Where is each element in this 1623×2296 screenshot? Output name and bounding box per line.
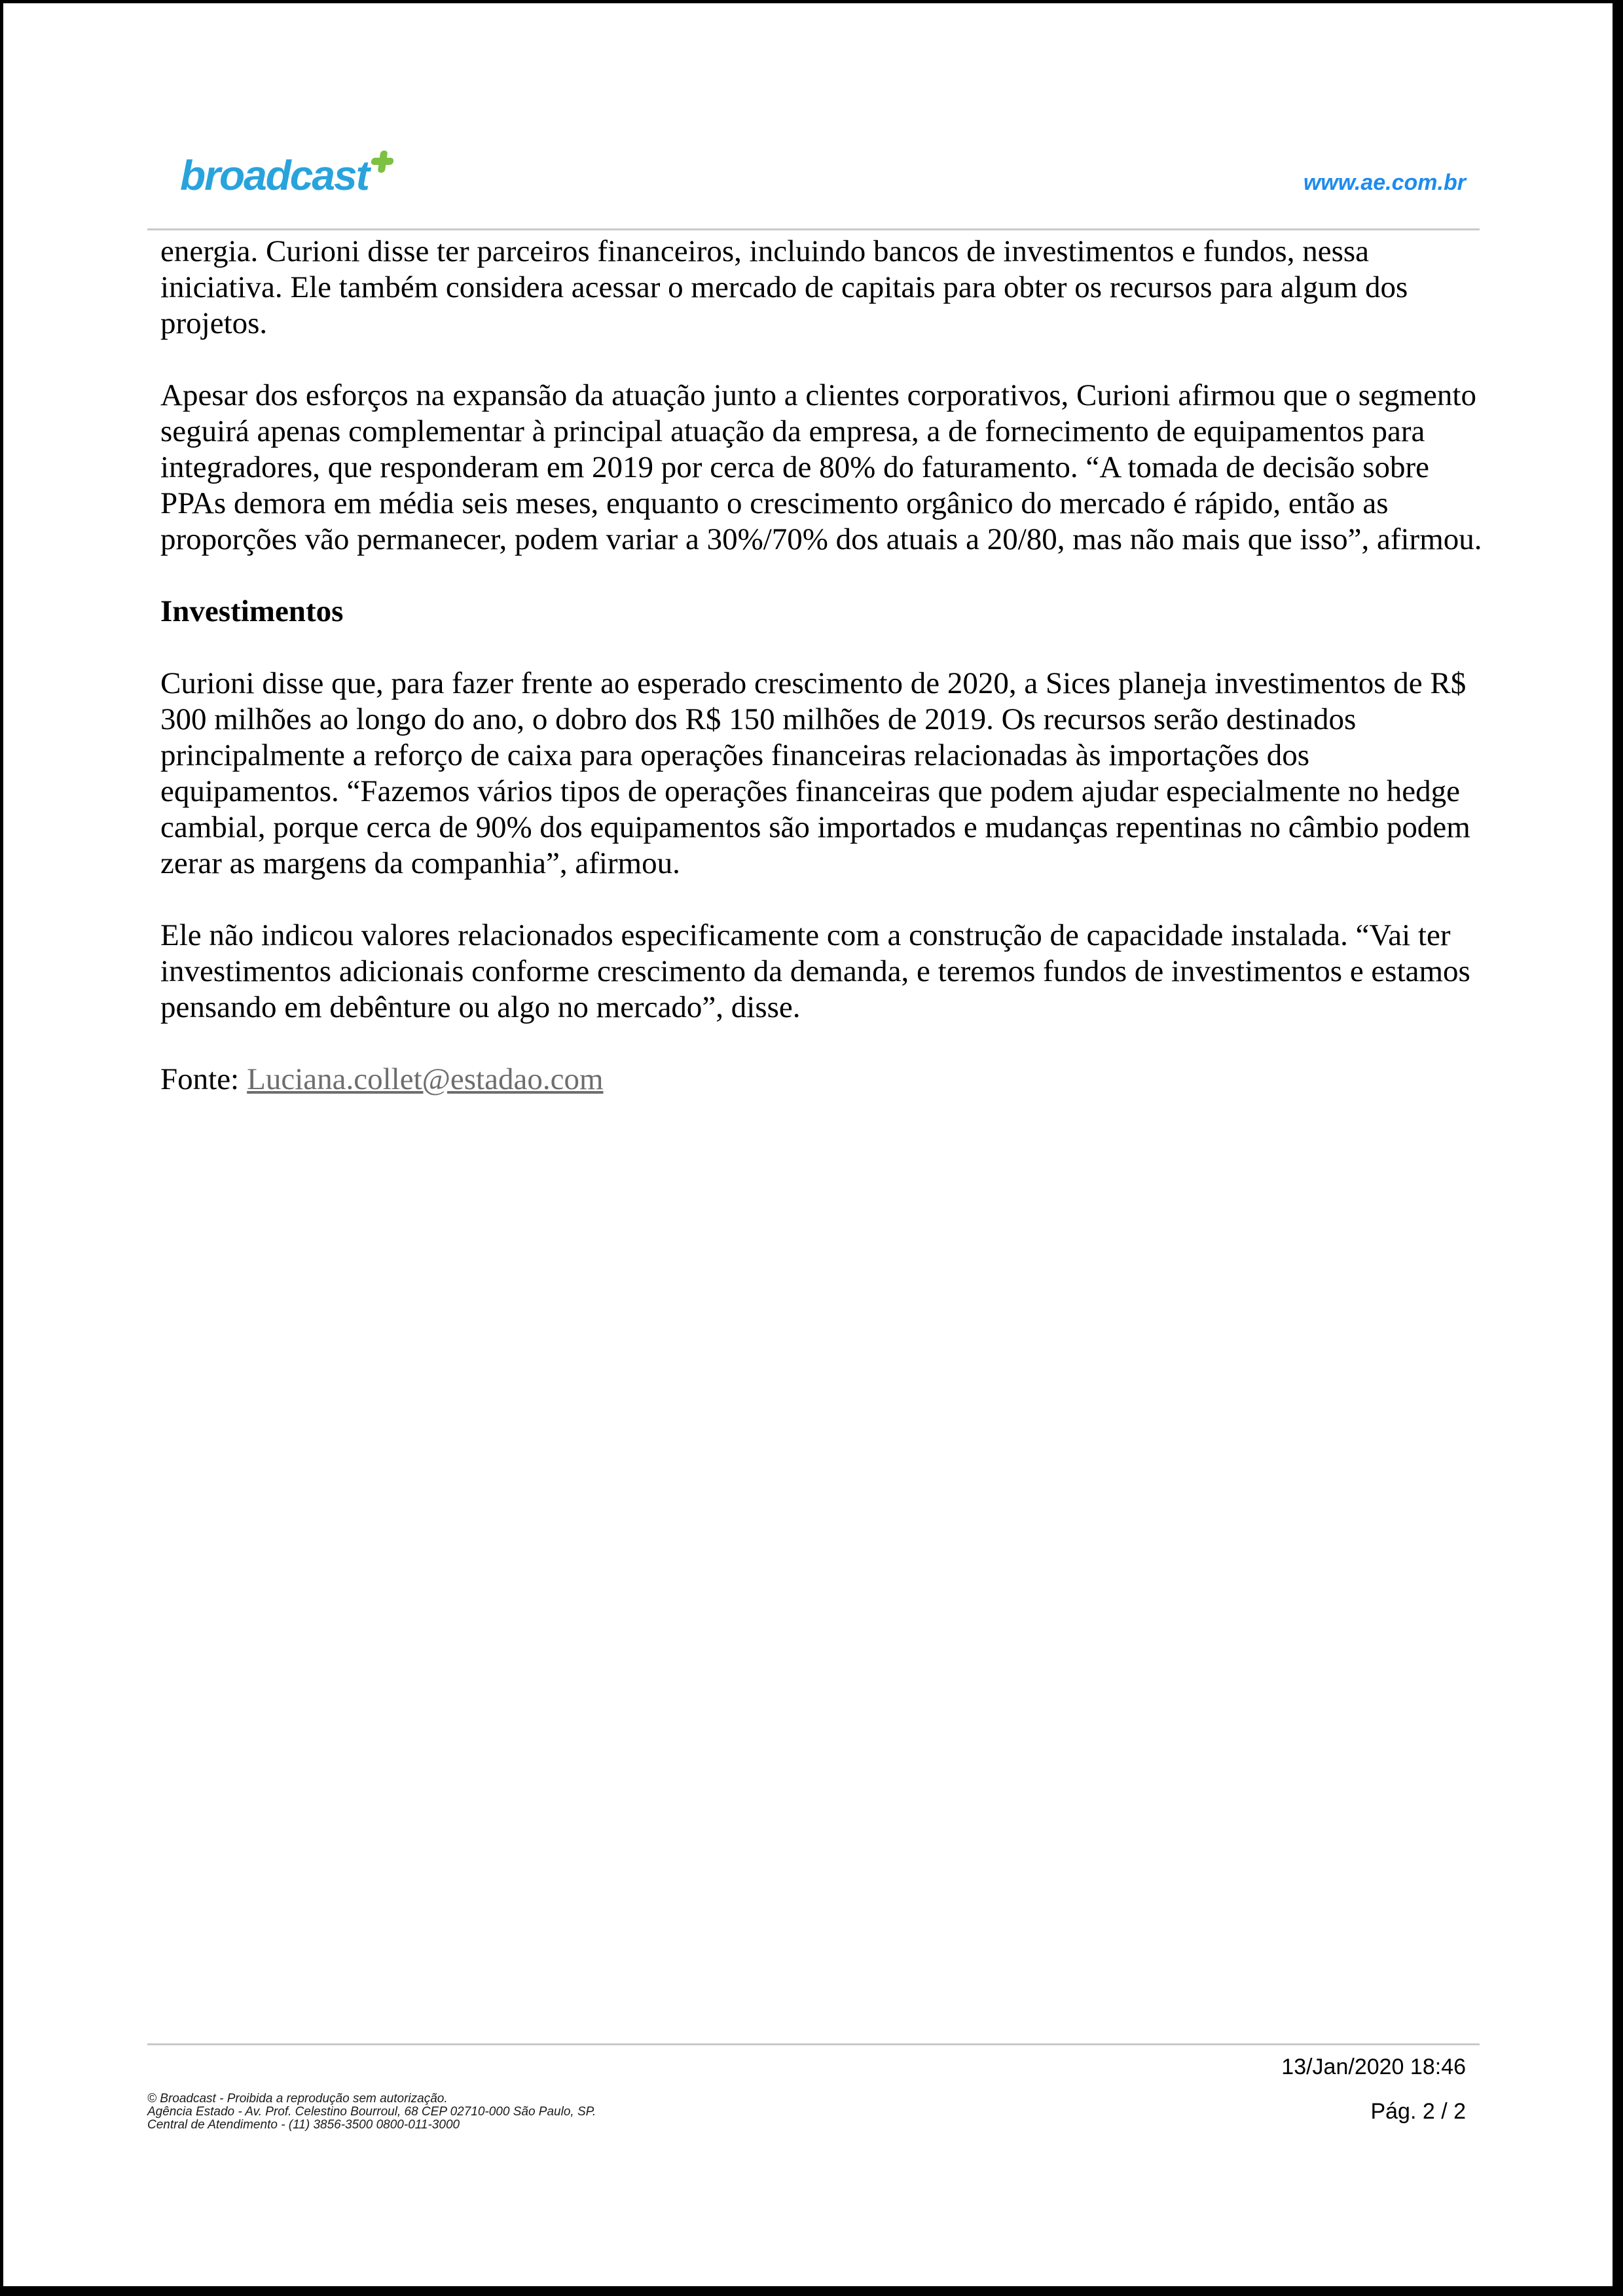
paragraph: energia. Curioni disse ter parceiros financeiros, incluindo bancos de investimentos e fundos, nessa iniciativa. Ele também considera acessar o mercado de capitais para obter os recursos para algum dos projetos. <box>160 234 1408 340</box>
legal-notice <box>147 2092 596 2132</box>
article-body <box>160 234 1483 1134</box>
legal-line: Agência Estado - Av. Prof. Celestino Bourroul, 68 CEP 02710-000 São Paulo, SP. <box>147 2105 596 2119</box>
paragraph: Ele não indicou valores relacionados especificamente com a construção de capacidade instalada. “Vai ter investimentos adicionais conforme crescimento da demanda, e teremos fundos de investimentos e estamos pensando em debênture ou algo no mercado”, disse. <box>160 918 1470 1024</box>
page-indicator: Pág. 2 / 2 <box>1370 2099 1466 2124</box>
source-label: Fonte: <box>160 1062 240 1096</box>
broadcast-logo <box>180 152 392 198</box>
paragraph: Curioni disse que, para fazer frente ao esperado crescimento de 2020, a Sices planeja investimentos de R$ 300 milhões ao longo do ano, o dobro dos R$ 150 milhões de 2019. Os recursos serão destinados principalmente a reforço de caixa para operações financeiras relacionadas às importações dos equipamentos. “Fazemos vários tipos de operações financeiras que podem ajudar especialmente no hedge cambial, porque cerca de 90% dos equipamentos são importados e mudanças repentinas no câmbio podem zerar as margens da companhia”, afirmou. <box>160 666 1470 880</box>
section-heading: Investimentos <box>160 594 344 628</box>
legal-line: © Broadcast - Proibida a reprodução sem autorização. <box>147 2092 448 2106</box>
source-line <box>160 1062 1483 1098</box>
timestamp: 13/Jan/2020 18:46 <box>1281 2054 1466 2079</box>
legal-line: Central de Atendimento - (11) 3856-3500 0800-011-3000 <box>147 2118 460 2132</box>
header-divider <box>147 228 1480 230</box>
plus-icon <box>371 151 392 173</box>
source-email-link[interactable]: Luciana.collet@estadao.com <box>247 1062 604 1096</box>
website-link[interactable]: www.ae.com.br <box>1303 170 1466 195</box>
broadcast-logo-text: broadcast <box>180 152 369 199</box>
paragraph: Apesar dos esforços na expansão da atuação junto a clientes corporativos, Curioni afirmou que o segmento seguirá apenas complementar à principal atuação da empresa, a de fornecimento de equipamentos para integradores, que responderam em 2019 por cerca de 80% do faturamento. “A tomada de decisão sobre PPAs demora em média seis meses, enquanto o crescimento orgânico do mercado é rápido, então as proporções vão permanecer, podem variar a 30%/70% dos atuais a 20/80, mas não mais que isso”, afirmou. <box>160 378 1482 556</box>
footer-divider <box>147 2043 1480 2045</box>
